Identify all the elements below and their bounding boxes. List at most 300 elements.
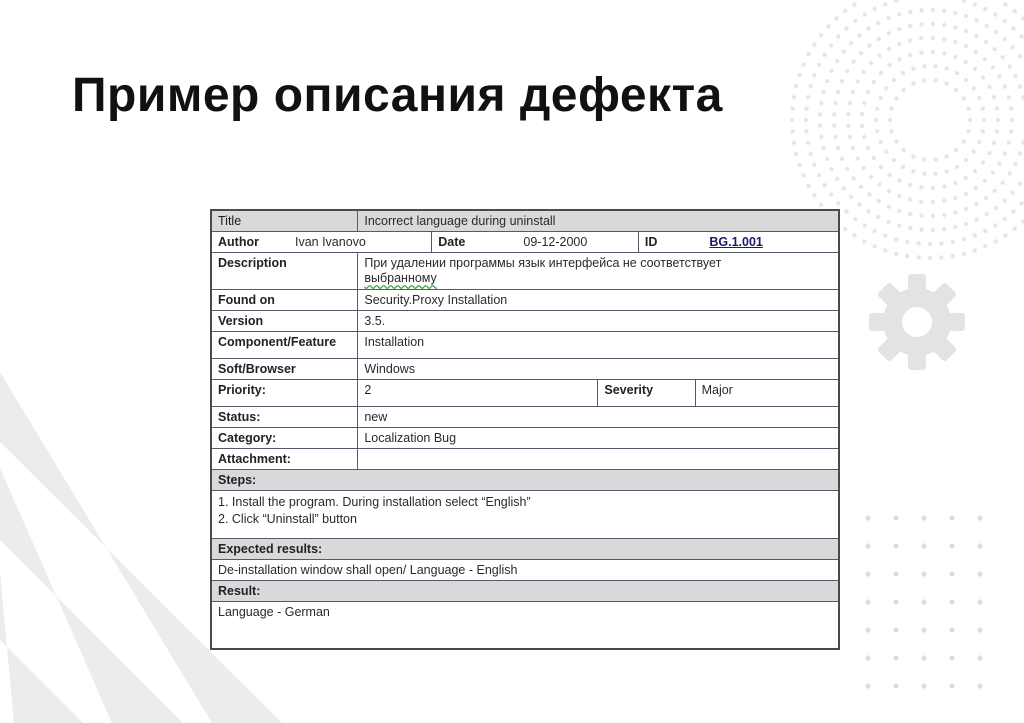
decorative-dot	[792, 95, 796, 99]
decorative-dot	[962, 96, 966, 100]
decorative-dot	[833, 135, 837, 139]
decorative-dot	[977, 571, 982, 576]
decorative-dot	[944, 81, 948, 85]
author-label: Author	[218, 235, 259, 249]
decorative-dot	[862, 166, 866, 170]
description-value	[358, 253, 839, 290]
decorative-dot	[1009, 106, 1013, 110]
decorative-dot	[919, 185, 923, 189]
decorative-dot	[954, 88, 958, 92]
decorative-dot	[879, 71, 883, 75]
decorative-dot	[951, 240, 955, 244]
decorative-dot	[945, 169, 949, 173]
decorative-dot	[931, 200, 935, 204]
decorative-dot	[945, 66, 949, 70]
id-cell	[638, 232, 839, 253]
decorative-dot	[877, 199, 881, 203]
decorative-dot	[984, 40, 988, 44]
decorative-dot	[983, 7, 987, 11]
decorative-dot	[876, 215, 880, 219]
decorative-dot	[974, 18, 978, 22]
decorative-dot	[942, 23, 946, 27]
decorative-dot	[887, 63, 891, 67]
decorative-dot	[893, 543, 898, 548]
date-label: Date	[438, 235, 466, 249]
decorative-dot	[921, 515, 926, 520]
component-row	[211, 332, 839, 359]
decorative-dot	[897, 12, 901, 16]
expected-value: De-installation window shall open/ Language - English	[211, 560, 839, 581]
category-label: Category:	[211, 428, 358, 449]
decorative-dot	[951, 254, 955, 258]
decorative-dot	[977, 543, 982, 548]
decorative-dot	[974, 50, 978, 54]
decorative-dot	[911, 66, 915, 70]
decorative-dot	[801, 173, 805, 177]
browser-row	[211, 359, 839, 380]
author-row	[211, 232, 839, 253]
decorative-dot	[826, 24, 830, 28]
decorative-dot	[997, 74, 1001, 78]
decorative-dot	[1018, 182, 1022, 186]
author-cell	[211, 232, 432, 253]
decorative-dot	[1019, 201, 1023, 205]
decorative-dot	[801, 62, 805, 66]
decorative-dot	[901, 165, 905, 169]
description-row	[211, 253, 839, 290]
decorative-dot	[949, 627, 954, 632]
decorative-dot	[1013, 74, 1017, 78]
decorative-dot	[897, 57, 901, 61]
decorative-dot	[1011, 209, 1015, 213]
decorative-dot	[993, 47, 997, 51]
attachment-value	[358, 449, 839, 470]
decorative-dot	[949, 543, 954, 548]
decorative-dot	[840, 79, 844, 83]
decorative-dot	[857, 33, 861, 37]
decorative-dot	[836, 146, 840, 150]
decorative-dot	[894, 96, 898, 100]
decorative-dot	[921, 599, 926, 604]
decorative-dot	[931, 8, 935, 12]
decorative-dot	[928, 256, 932, 260]
decorative-dot	[886, 220, 890, 224]
decorative-dot	[825, 79, 829, 83]
decorative-dot	[833, 101, 837, 105]
decorative-dot	[863, 12, 867, 16]
decorative-dot	[844, 209, 848, 213]
decorative-dot	[1003, 19, 1007, 23]
id-link[interactable]: BG.1.001	[709, 235, 763, 249]
decorative-dot	[1013, 227, 1017, 231]
decorative-dot	[934, 78, 938, 82]
decorative-dot	[974, 186, 978, 190]
decorative-dot	[865, 543, 870, 548]
decorative-dot	[1007, 64, 1011, 68]
decorative-dot	[879, 96, 883, 100]
decorative-dot	[983, 244, 987, 248]
decorative-dot	[919, 8, 923, 12]
decorative-dot	[804, 118, 808, 122]
decorative-dot	[983, 229, 987, 233]
decorative-dot	[832, 112, 836, 116]
decorative-dot	[1018, 84, 1022, 88]
decorative-dot	[1003, 199, 1007, 203]
decorative-dot	[887, 47, 891, 51]
decorative-dot	[916, 241, 920, 245]
decorative-dot	[905, 240, 909, 244]
priority-value: 2	[358, 380, 598, 407]
decorative-dot	[879, 165, 883, 169]
steps-header-row	[211, 470, 839, 491]
decorative-dot	[842, 50, 846, 54]
decorative-dot	[919, 36, 923, 40]
decorative-dot	[888, 118, 892, 122]
decorative-dot	[902, 88, 906, 92]
slide-title: Пример описания дефекта	[72, 69, 723, 122]
status-value: new	[358, 407, 839, 428]
decorative-dot	[893, 683, 898, 688]
decorative-dot	[852, 2, 856, 6]
decorative-dot	[974, 217, 978, 221]
decorative-dot	[977, 515, 982, 520]
decorative-dot	[857, 202, 861, 206]
decorative-dot	[872, 80, 876, 84]
decorative-dot	[821, 146, 825, 150]
decorative-dot	[817, 173, 821, 177]
decorative-dot	[949, 515, 954, 520]
decorative-dot	[942, 227, 946, 231]
decorative-dot	[919, 213, 923, 217]
decorative-dot	[866, 146, 870, 150]
decorative-dot	[1013, 162, 1017, 166]
decorative-dot	[884, 150, 888, 154]
decorative-dot	[982, 118, 986, 122]
decorative-dot	[804, 106, 808, 110]
browser-value: Windows	[358, 359, 839, 380]
decorative-dot	[865, 515, 870, 520]
component-label: Component/Feature	[211, 332, 358, 359]
decorative-dot	[829, 69, 833, 73]
decorative-dot	[1019, 34, 1023, 38]
decorative-dot	[991, 65, 995, 69]
decorative-dot	[966, 107, 970, 111]
decorative-dot	[797, 73, 801, 77]
decorative-dot	[1003, 233, 1007, 237]
decorative-dot	[953, 181, 957, 185]
decorative-dot	[843, 227, 847, 231]
result-header-row	[211, 581, 839, 602]
decorative-dot	[1010, 118, 1014, 122]
decorative-dot	[977, 655, 982, 660]
decorative-dot	[962, 252, 966, 256]
decorative-dot	[862, 135, 866, 139]
decorative-dot	[845, 167, 849, 171]
decorative-dot	[812, 73, 816, 77]
gear-icon	[869, 274, 965, 370]
expected-header-row	[211, 539, 839, 560]
decorative-dot	[973, 233, 977, 237]
decorative-dot	[862, 70, 866, 74]
decorative-dot	[908, 197, 912, 201]
decorative-dot	[834, 16, 838, 20]
decorative-dot	[953, 196, 957, 200]
decorative-dot	[939, 241, 943, 245]
description-label: Description	[211, 253, 358, 290]
decorative-dot	[875, 107, 879, 111]
decorative-dot	[790, 118, 794, 122]
decorative-dot	[897, 223, 901, 227]
decorative-dot	[842, 186, 846, 190]
decorative-dot	[949, 571, 954, 576]
decorative-dot	[931, 22, 935, 26]
decorative-dot	[994, 30, 998, 34]
decorative-dot	[1009, 129, 1013, 133]
decorative-dot	[921, 683, 926, 688]
decorative-dot	[897, 42, 901, 46]
decorative-dot	[933, 64, 937, 68]
decorative-dot	[921, 543, 926, 548]
result-label: Result:	[211, 581, 839, 602]
decorative-dot	[931, 186, 935, 190]
decorative-dot	[873, 7, 877, 11]
decorative-dot	[981, 129, 985, 133]
decorative-dot	[942, 37, 946, 41]
decorative-dot	[901, 71, 905, 75]
decorative-dot	[987, 85, 991, 89]
decorative-dot	[987, 151, 991, 155]
attachment-row	[211, 449, 839, 470]
decorative-dot	[866, 90, 870, 94]
decorative-dot	[865, 655, 870, 660]
decorative-dot	[919, 228, 923, 232]
decorative-dot	[964, 78, 968, 82]
decorative-dot	[829, 43, 833, 47]
decorative-dot	[819, 101, 823, 105]
decorative-dot	[993, 12, 997, 16]
decorative-dot	[818, 112, 822, 116]
decorative-dot	[859, 185, 863, 189]
decorative-dot	[921, 627, 926, 632]
decorative-dot	[876, 21, 880, 25]
decorative-dot	[879, 140, 883, 144]
decorative-dot	[964, 176, 968, 180]
decorative-dot	[922, 64, 926, 68]
list-item: 1. Install the program. During installation select “English”	[218, 495, 531, 509]
expected-label: Expected results:	[211, 539, 839, 560]
decorative-dot	[949, 683, 954, 688]
component-value: Installation	[358, 332, 839, 359]
decorative-dot	[867, 192, 871, 196]
decorative-dot	[894, 139, 898, 143]
decorative-dot	[1001, 55, 1005, 59]
decorative-dot	[862, 101, 866, 105]
decorative-dot	[995, 129, 999, 133]
decorative-dot	[817, 62, 821, 66]
decorative-dot	[792, 141, 796, 145]
decorative-dot	[852, 60, 856, 64]
decorative-dot	[908, 226, 912, 230]
decorative-dot	[953, 225, 957, 229]
decorative-dot	[790, 129, 794, 133]
decorative-dot	[848, 101, 852, 105]
decorative-dot	[955, 165, 959, 169]
decorative-dot	[836, 201, 840, 205]
decorative-dot	[922, 172, 926, 176]
decorative-dot	[973, 67, 977, 71]
decorative-dot	[836, 34, 840, 38]
title-label: Title	[211, 210, 358, 232]
steps-label: Steps:	[211, 470, 839, 491]
decorative-dot	[1018, 151, 1022, 155]
decorative-dot	[892, 158, 896, 162]
decorative-dot	[983, 179, 987, 183]
decorative-dot	[928, 242, 932, 246]
decorative-dot	[921, 571, 926, 576]
decorative-dot	[865, 571, 870, 576]
decorative-dot	[977, 627, 982, 632]
decorative-dot	[981, 161, 985, 165]
decorative-dot	[1007, 140, 1011, 144]
decorative-dot	[993, 223, 997, 227]
version-value: 3.5.	[358, 311, 839, 332]
decorative-dot	[1011, 26, 1015, 30]
decorative-dot	[859, 51, 863, 55]
decorative-dot	[852, 176, 856, 180]
decorative-dot	[908, 183, 912, 187]
decorative-dot	[954, 148, 958, 152]
decorative-dot	[897, 27, 901, 31]
decorative-dot	[873, 229, 877, 233]
decorative-dot	[972, 86, 976, 90]
list-item: 2. Click “Uninstall” button	[218, 512, 357, 526]
decorative-dot	[893, 655, 898, 660]
decorative-dot	[846, 124, 850, 128]
decorative-dot	[887, 173, 891, 177]
decorative-dot	[812, 163, 816, 167]
decorative-dot	[869, 175, 873, 179]
decorative-dot	[825, 157, 829, 161]
decorative-dot	[893, 627, 898, 632]
decorative-dot	[953, 25, 957, 29]
decorative-dot	[887, 31, 891, 35]
defect-report-table	[210, 209, 840, 650]
decorative-dot	[806, 184, 810, 188]
decorative-dot	[974, 34, 978, 38]
severity-value: Major	[695, 380, 839, 407]
decorative-dot	[942, 184, 946, 188]
decorative-dot	[804, 129, 808, 133]
decorative-dot	[934, 157, 938, 161]
decorative-dot	[908, 10, 912, 14]
decorative-dot	[897, 194, 901, 198]
steps-list	[211, 491, 839, 539]
decorative-dot	[964, 14, 968, 18]
version-label: Version	[211, 311, 358, 332]
decorative-dot	[860, 124, 864, 128]
decorative-dot	[908, 53, 912, 57]
decorative-dot	[872, 244, 876, 248]
decorative-dot	[853, 217, 857, 221]
decorative-dot	[974, 202, 978, 206]
decorative-dot	[984, 24, 988, 28]
decorative-dot	[829, 167, 833, 171]
decorative-dot	[863, 223, 867, 227]
decorative-dot	[819, 33, 823, 37]
decorative-dot	[844, 26, 848, 30]
title-row	[211, 210, 839, 232]
decorative-dot	[794, 84, 798, 88]
decorative-dot	[852, 233, 856, 237]
decorative-dot	[964, 222, 968, 226]
decorative-dot	[866, 27, 870, 31]
decorative-dot	[942, 213, 946, 217]
decorative-dot	[797, 163, 801, 167]
decorative-dot	[983, 57, 987, 61]
decorative-dot	[977, 96, 981, 100]
decorative-dot	[964, 60, 968, 64]
decorative-dot	[962, 237, 966, 241]
decorative-dot	[973, 248, 977, 252]
decorative-dot	[931, 50, 935, 54]
decorative-dot	[981, 75, 985, 79]
status-label: Status:	[211, 407, 358, 428]
decorative-dot	[919, 50, 923, 54]
steps-row	[211, 491, 839, 539]
decorative-dot	[897, 179, 901, 183]
decorative-dot	[819, 135, 823, 139]
decorative-dot	[977, 599, 982, 604]
decorative-dot	[977, 683, 982, 688]
decorative-dot	[994, 239, 998, 243]
decorative-dot	[883, 2, 887, 6]
date-value: 09-12-2000	[523, 235, 588, 249]
decorative-dot	[972, 150, 976, 154]
decorative-dot	[908, 38, 912, 42]
decorative-dot	[908, 24, 912, 28]
decorative-dot	[992, 95, 996, 99]
decorative-dot	[836, 90, 840, 94]
decorative-dot	[822, 183, 826, 187]
decorative-dot	[848, 135, 852, 139]
decorative-dot	[921, 655, 926, 660]
decorative-dot	[911, 81, 915, 85]
decorative-dot	[806, 141, 810, 145]
decorative-dot	[964, 192, 968, 196]
decorative-dot	[872, 156, 876, 160]
decorative-dot	[853, 19, 857, 23]
found-on-row	[211, 290, 839, 311]
decorative-dot	[911, 169, 915, 173]
decorative-dot	[865, 627, 870, 632]
decorative-dot	[1013, 9, 1017, 13]
decorative-dot	[931, 228, 935, 232]
decorative-dot	[962, 0, 966, 3]
found-on-value: Security.Proxy Installation	[358, 290, 839, 311]
decorative-dot	[964, 29, 968, 33]
decorative-dot	[887, 205, 891, 209]
decorative-dot	[840, 157, 844, 161]
decorative-dot	[931, 214, 935, 218]
decorative-dot	[893, 571, 898, 576]
decorative-dot	[991, 171, 995, 175]
category-value: Localization Bug	[358, 428, 839, 449]
decorative-dot	[1003, 2, 1007, 6]
decorative-dot	[886, 16, 890, 20]
decorative-dot	[809, 84, 813, 88]
decorative-dot	[955, 71, 959, 75]
decorative-dot	[1010, 45, 1014, 49]
